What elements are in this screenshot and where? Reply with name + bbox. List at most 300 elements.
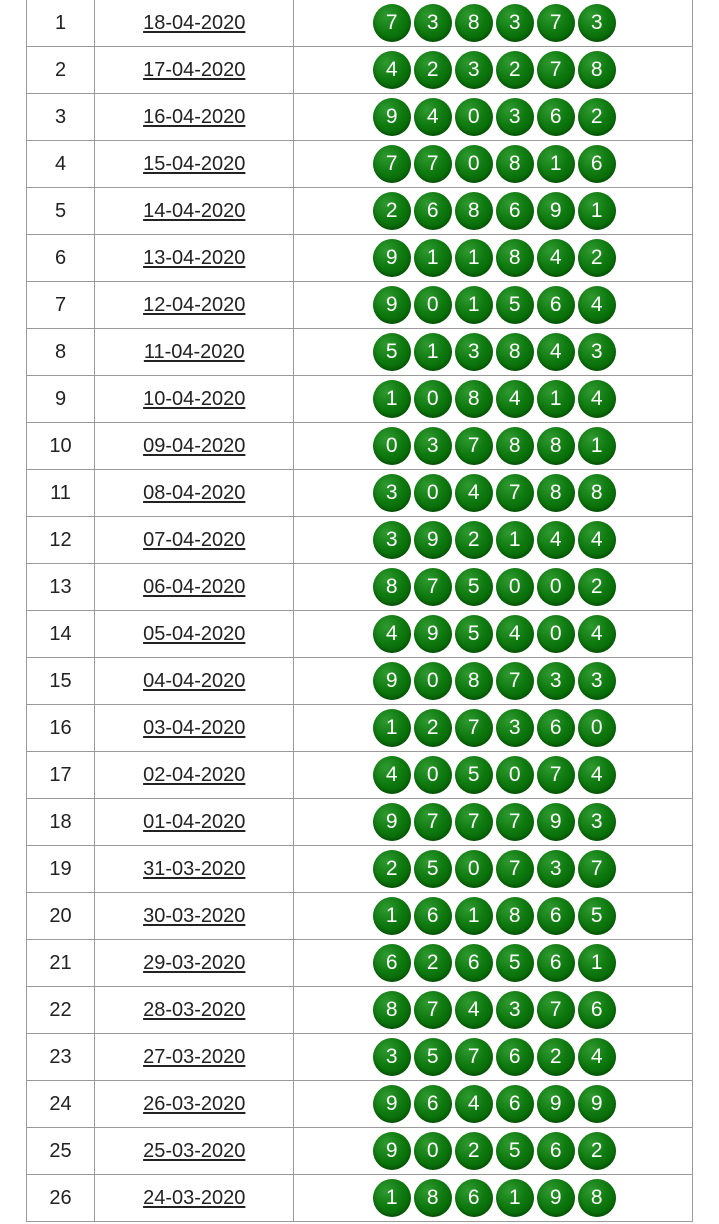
result-digits [296,286,692,324]
date-link[interactable]: 04-04-2020 [143,669,246,692]
table-row [27,329,693,376]
digit-ball: 3 [455,333,493,371]
row-number: 15 [27,658,95,705]
digit-ball: 2 [414,51,452,89]
date-link[interactable]: 25-03-2020 [143,1139,246,1162]
date-cell [95,235,294,282]
digit-ball: 1 [455,286,493,324]
digit-ball: 8 [455,380,493,418]
result-digits [296,709,692,747]
digit-ball: 6 [496,1085,534,1123]
table-row [27,0,693,47]
date-link[interactable]: 01-04-2020 [143,810,246,833]
row-number: 24 [27,1081,95,1128]
digit-ball: 6 [537,286,575,324]
digit-ball: 6 [414,1085,452,1123]
digit-ball: 7 [537,756,575,794]
result-digits-cell [294,423,693,470]
digit-ball: 7 [455,427,493,465]
result-digits [296,803,692,841]
digit-ball: 1 [455,897,493,935]
digit-ball: 7 [537,4,575,42]
digit-ball: 8 [496,239,534,277]
date-link[interactable]: 03-04-2020 [143,716,246,739]
digit-ball: 4 [578,1038,616,1076]
digit-ball: 4 [414,98,452,136]
date-link[interactable]: 18-04-2020 [143,11,246,34]
digit-ball: 0 [578,709,616,747]
table-row [27,752,693,799]
table-row [27,705,693,752]
digit-ball: 3 [455,51,493,89]
digit-ball: 0 [455,145,493,183]
digit-ball: 2 [373,192,411,230]
table-row [27,987,693,1034]
digit-ball: 1 [537,380,575,418]
result-digits-cell [294,47,693,94]
table-row [27,282,693,329]
digit-ball: 1 [373,897,411,935]
digit-ball: 9 [373,98,411,136]
digit-ball: 1 [455,239,493,277]
digit-ball: 9 [537,192,575,230]
table-row [27,1128,693,1175]
date-link[interactable]: 26-03-2020 [143,1092,246,1115]
result-digits [296,850,692,888]
date-cell [95,1175,294,1222]
digit-ball: 1 [578,192,616,230]
row-number: 4 [27,141,95,188]
result-digits-cell [294,0,693,47]
digit-ball: 1 [578,944,616,982]
digit-ball: 1 [373,380,411,418]
digit-ball: 6 [414,897,452,935]
digit-ball: 2 [578,239,616,277]
digit-ball: 3 [414,427,452,465]
result-digits [296,192,692,230]
date-link[interactable]: 30-03-2020 [143,904,246,927]
digit-ball: 0 [414,1132,452,1170]
digit-ball: 6 [496,1038,534,1076]
row-number: 16 [27,705,95,752]
result-digits [296,145,692,183]
digit-ball: 9 [373,662,411,700]
digit-ball: 4 [496,380,534,418]
digit-ball: 6 [537,98,575,136]
digit-ball: 8 [578,1179,616,1217]
digit-ball: 6 [537,709,575,747]
row-number: 7 [27,282,95,329]
digit-ball: 4 [455,1085,493,1123]
table-row [27,1034,693,1081]
date-link[interactable]: 16-04-2020 [143,105,246,128]
digit-ball: 0 [496,568,534,606]
digit-ball: 8 [455,192,493,230]
digit-ball: 9 [537,1085,575,1123]
digit-ball: 8 [373,568,411,606]
digit-ball: 6 [455,944,493,982]
table-row [27,94,693,141]
result-digits-cell [294,141,693,188]
digit-ball: 9 [373,1085,411,1123]
digit-ball: 4 [373,615,411,653]
digit-ball: 1 [373,709,411,747]
date-link[interactable]: 07-04-2020 [143,528,246,551]
result-digits-cell [294,470,693,517]
digit-ball: 9 [373,286,411,324]
date-link[interactable]: 24-03-2020 [143,1186,246,1209]
date-link[interactable]: 14-04-2020 [143,199,246,222]
date-link[interactable]: 28-03-2020 [143,998,246,1021]
result-digits [296,568,692,606]
digit-ball: 1 [496,521,534,559]
digit-ball: 7 [537,991,575,1029]
table-row [27,235,693,282]
row-number: 25 [27,1128,95,1175]
digit-ball: 3 [496,991,534,1029]
digit-ball: 7 [414,803,452,841]
digit-ball: 3 [496,4,534,42]
digit-ball: 1 [414,333,452,371]
date-link[interactable]: 06-04-2020 [143,575,246,598]
result-digits-cell [294,564,693,611]
digit-ball: 5 [455,568,493,606]
row-number: 23 [27,1034,95,1081]
row-number: 20 [27,893,95,940]
result-digits [296,1179,692,1217]
row-number: 6 [27,235,95,282]
row-number: 12 [27,517,95,564]
date-cell [95,1128,294,1175]
digit-ball: 6 [537,1132,575,1170]
digit-ball: 2 [578,98,616,136]
date-cell [95,799,294,846]
date-cell [95,1081,294,1128]
date-cell [95,893,294,940]
digit-ball: 4 [455,991,493,1029]
date-cell [95,846,294,893]
digit-ball: 8 [496,897,534,935]
date-link[interactable]: 10-04-2020 [143,387,246,410]
result-digits [296,662,692,700]
digit-ball: 0 [537,615,575,653]
results-table [26,0,693,1222]
table-row [27,658,693,705]
table-row [27,188,693,235]
digit-ball: 0 [414,380,452,418]
row-number: 17 [27,752,95,799]
table-row [27,564,693,611]
result-digits [296,521,692,559]
digit-ball: 3 [373,521,411,559]
digit-ball: 8 [373,991,411,1029]
digit-ball: 2 [578,1132,616,1170]
date-link[interactable]: 05-04-2020 [143,622,246,645]
digit-ball: 3 [578,333,616,371]
result-digits-cell [294,1081,693,1128]
result-digits-cell [294,282,693,329]
date-cell [95,705,294,752]
date-link[interactable]: 08-04-2020 [143,481,246,504]
digit-ball: 3 [496,98,534,136]
digit-ball: 8 [496,333,534,371]
result-digits-cell [294,376,693,423]
digit-ball: 3 [578,662,616,700]
digit-ball: 7 [414,991,452,1029]
date-cell [95,423,294,470]
digit-ball: 4 [578,521,616,559]
result-digits [296,1132,692,1170]
result-digits [296,427,692,465]
result-digits-cell [294,1034,693,1081]
digit-ball: 2 [414,709,452,747]
date-cell [95,1034,294,1081]
result-digits-cell [294,752,693,799]
row-number: 8 [27,329,95,376]
digit-ball: 7 [496,662,534,700]
row-number: 11 [27,470,95,517]
digit-ball: 3 [414,4,452,42]
digit-ball: 6 [414,192,452,230]
digit-ball: 2 [496,51,534,89]
digit-ball: 2 [578,568,616,606]
date-link[interactable]: 12-04-2020 [143,293,246,316]
digit-ball: 5 [578,897,616,935]
result-digits [296,756,692,794]
digit-ball: 2 [455,521,493,559]
digit-ball: 5 [496,944,534,982]
digit-ball: 9 [414,521,452,559]
digit-ball: 7 [496,850,534,888]
digit-ball: 6 [537,944,575,982]
date-link[interactable]: 11-04-2020 [143,340,245,363]
row-number: 13 [27,564,95,611]
date-cell [95,517,294,564]
table-row [27,799,693,846]
digit-ball: 9 [578,1085,616,1123]
digit-ball: 9 [373,803,411,841]
result-digits [296,333,692,371]
date-cell [95,752,294,799]
result-digits-cell [294,517,693,564]
date-cell [95,329,294,376]
table-row [27,893,693,940]
digit-ball: 3 [537,662,575,700]
digit-ball: 3 [373,474,411,512]
date-link[interactable]: 17-04-2020 [143,58,246,81]
digit-ball: 9 [537,1179,575,1217]
digit-ball: 8 [496,145,534,183]
date-cell [95,987,294,1034]
date-cell [95,94,294,141]
date-cell [95,564,294,611]
result-digits-cell [294,799,693,846]
digit-ball: 6 [578,991,616,1029]
digit-ball: 3 [373,1038,411,1076]
digit-ball: 3 [578,4,616,42]
result-digits [296,380,692,418]
result-digits-cell [294,611,693,658]
digit-ball: 7 [455,709,493,747]
table-row [27,376,693,423]
result-digits [296,98,692,136]
date-link[interactable]: 13-04-2020 [143,246,246,269]
digit-ball: 9 [537,803,575,841]
digit-ball: 4 [537,239,575,277]
digit-ball: 2 [537,1038,575,1076]
digit-ball: 7 [414,568,452,606]
table-row [27,1175,693,1222]
digit-ball: 0 [455,98,493,136]
date-cell [95,188,294,235]
digit-ball: 8 [578,474,616,512]
digit-ball: 7 [496,474,534,512]
digit-ball: 5 [414,850,452,888]
digit-ball: 9 [373,239,411,277]
date-cell [95,470,294,517]
table-row [27,470,693,517]
digit-ball: 2 [455,1132,493,1170]
digit-ball: 4 [496,615,534,653]
digit-ball: 6 [373,944,411,982]
digit-ball: 7 [373,145,411,183]
row-number: 1 [27,0,95,47]
result-digits [296,897,692,935]
result-digits-cell [294,94,693,141]
digit-ball: 4 [373,756,411,794]
date-link[interactable]: 31-03-2020 [143,857,246,880]
digit-ball: 0 [537,568,575,606]
digit-ball: 5 [373,333,411,371]
digit-ball: 0 [414,756,452,794]
row-number: 2 [27,47,95,94]
row-number: 14 [27,611,95,658]
result-digits [296,944,692,982]
row-number: 9 [27,376,95,423]
table-row [27,846,693,893]
digit-ball: 9 [373,1132,411,1170]
result-digits [296,615,692,653]
result-digits-cell [294,705,693,752]
digit-ball: 3 [578,803,616,841]
result-digits-cell [294,1128,693,1175]
digit-ball: 8 [455,662,493,700]
digit-ball: 7 [578,850,616,888]
table-row [27,423,693,470]
result-digits-cell [294,987,693,1034]
result-digits [296,1038,692,1076]
digit-ball: 4 [373,51,411,89]
result-digits [296,239,692,277]
table-row [27,611,693,658]
result-digits-cell [294,846,693,893]
result-digits-cell [294,329,693,376]
date-cell [95,658,294,705]
row-number: 21 [27,940,95,987]
digit-ball: 9 [414,615,452,653]
digit-ball: 2 [414,944,452,982]
digit-ball: 2 [373,850,411,888]
digit-ball: 6 [578,145,616,183]
table-row [27,940,693,987]
date-cell [95,940,294,987]
table-row [27,47,693,94]
digit-ball: 4 [455,474,493,512]
date-link[interactable]: 15-04-2020 [143,152,246,175]
row-number: 26 [27,1175,95,1222]
date-link[interactable]: 09-04-2020 [143,434,246,457]
digit-ball: 8 [414,1179,452,1217]
result-digits-cell [294,235,693,282]
row-number: 3 [27,94,95,141]
digit-ball: 6 [537,897,575,935]
digit-ball: 8 [537,474,575,512]
digit-ball: 8 [537,427,575,465]
digit-ball: 4 [578,756,616,794]
date-cell [95,0,294,47]
digit-ball: 4 [578,286,616,324]
result-digits [296,474,692,512]
row-number: 5 [27,188,95,235]
row-number: 19 [27,846,95,893]
date-cell [95,611,294,658]
digit-ball: 8 [496,427,534,465]
digit-ball: 4 [537,333,575,371]
digit-ball: 7 [455,803,493,841]
results-table-body [27,0,693,1222]
digit-ball: 0 [496,756,534,794]
result-digits-cell [294,188,693,235]
row-number: 10 [27,423,95,470]
digit-ball: 7 [537,51,575,89]
digit-ball: 1 [373,1179,411,1217]
result-digits [296,51,692,89]
digit-ball: 3 [537,850,575,888]
result-digits-cell [294,940,693,987]
row-number: 22 [27,987,95,1034]
digit-ball: 6 [455,1179,493,1217]
date-cell [95,376,294,423]
digit-ball: 1 [578,427,616,465]
digit-ball: 4 [578,615,616,653]
date-link[interactable]: 27-03-2020 [143,1045,246,1068]
digit-ball: 5 [455,615,493,653]
digit-ball: 1 [537,145,575,183]
digit-ball: 7 [455,1038,493,1076]
table-row [27,1081,693,1128]
result-digits-cell [294,893,693,940]
digit-ball: 1 [414,239,452,277]
table-row [27,517,693,564]
date-link[interactable]: 29-03-2020 [143,951,246,974]
digit-ball: 4 [578,380,616,418]
digit-ball: 0 [455,850,493,888]
digit-ball: 4 [537,521,575,559]
result-digits-cell [294,658,693,705]
digit-ball: 0 [414,474,452,512]
date-cell [95,141,294,188]
digit-ball: 5 [414,1038,452,1076]
digit-ball: 7 [414,145,452,183]
digit-ball: 0 [414,286,452,324]
digit-ball: 0 [414,662,452,700]
table-row [27,141,693,188]
digit-ball: 5 [496,286,534,324]
result-digits [296,1085,692,1123]
date-link[interactable]: 02-04-2020 [143,763,246,786]
digit-ball: 7 [496,803,534,841]
result-digits [296,991,692,1029]
